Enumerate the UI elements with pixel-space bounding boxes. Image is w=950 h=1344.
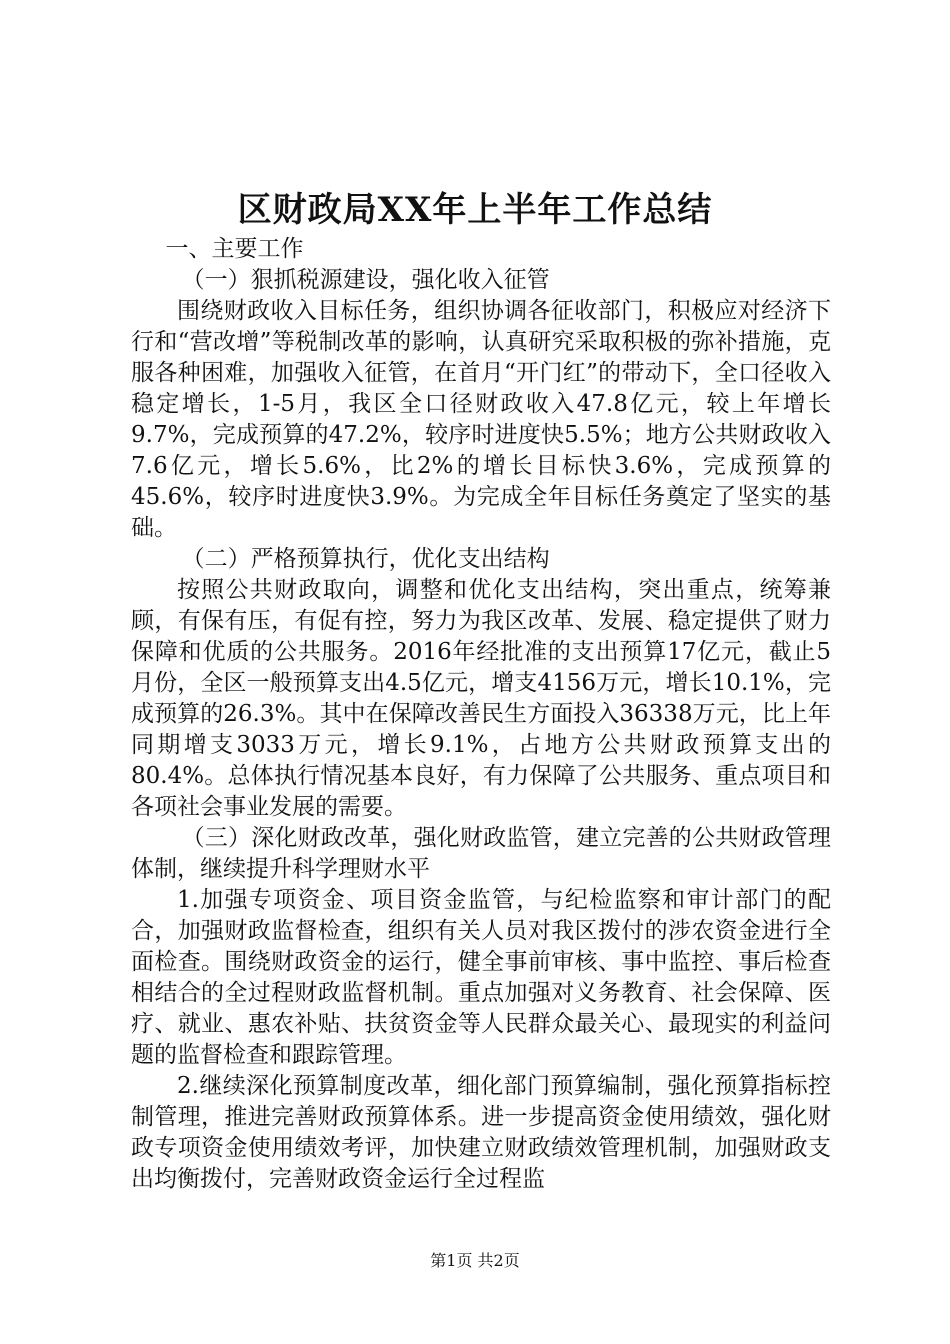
subsection-heading: （一）狠抓税源建设，强化收入征管	[181, 267, 550, 293]
subsection-heading: （三）深化财政改革，强化财政监管，建立完善的公共财政管理体制，继续提升科学理财水平	[131, 825, 831, 882]
section-heading: 一、主要工作	[165, 236, 304, 262]
document-body	[131, 234, 831, 1195]
body-paragraph: 按照公共财政取向，调整和优化支出结构，突出重点，统筹兼顾，有保有压，有促有控，努力为我区改革、发展、稳定提供了财力保障和优质的公共服务。2016年经批准的支出预算17亿元，截止5月份，全区一般预算支出4.5亿元，增支4156万元，增长10.1%，完成预算的26.3%。其中在保障改善民生方面投入36338万元，比上年同期增支3033万元，增长9.1%，占地方公共财政预算支出的80.4%。总体执行情况基本良好，有力保障了公共服务、重点项目和各项社会事业发展的需要。	[131, 577, 831, 820]
body-paragraph: 1.加强专项资金、项目资金监管，与纪检监察和审计部门的配合，加强财政监督检查，组织有关人员对我区拨付的涉农资金进行全面检查。围绕财政资金的运行，健全事前审核、事中监控、事后检查相结合的全过程财政监督机制。重点加强对义务教育、社会保障、医疗、就业、惠农补贴、扶贫资金等人民群众最关心、最现实的利益问题的监督检查和跟踪管理。	[131, 887, 831, 1068]
page-footer: 第1页 共2页	[430, 1251, 520, 1270]
body-paragraph: 2.继续深化预算制度改革，细化部门预算编制，强化预算指标控制管理，推进完善财政预算体系。进一步提高资金使用绩效，强化财政专项资金使用绩效考评，加快建立财政绩效管理机制，加强财政支出均衡拨付，完善财政资金运行全过程监	[131, 1073, 831, 1192]
document-title: 区财政局XX年上半年工作总结	[237, 190, 713, 230]
body-paragraph: 围绕财政收入目标任务，组织协调各征收部门，积极应对经济下行和“营改增”等税制改革的影响，认真研究采取积极的弥补措施，克服各种困难，加强收入征管，在首月“开门红”的带动下，全口径收入稳定增长，1-5月，我区全口径财政收入47.8亿元，较上年增长9.7%，完成预算的47.2%，较序时进度快5.5%；地方公共财政收入7.6亿元，增长5.6%，比2%的增长目标快3.6%，完成预算的45.6%，较序时进度快3.9%。为完成全年目标任务奠定了坚实的基础。	[131, 298, 831, 541]
subsection-heading: （二）严格预算执行，优化支出结构	[181, 546, 550, 572]
